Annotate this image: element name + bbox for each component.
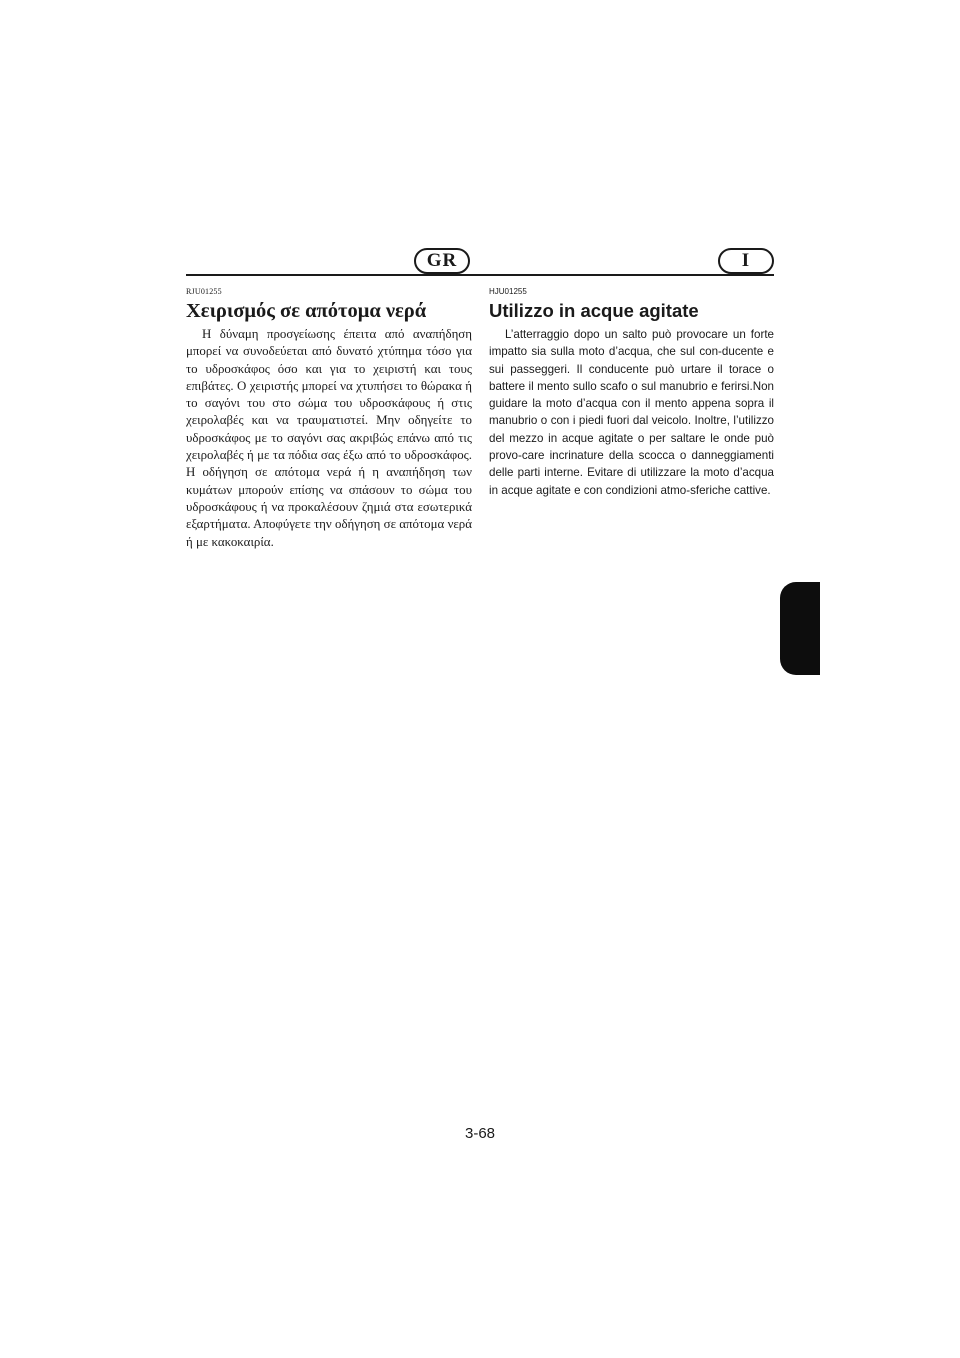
- section-title-gr: Χειρισμός σε απότομα νερά: [186, 300, 427, 322]
- greek-column: [186, 287, 472, 551]
- section-code-gr: RJU01255: [186, 287, 222, 296]
- section-title-it: Utilizzo in acque agitate: [489, 300, 699, 321]
- page-number: 3-68: [464, 1125, 496, 1142]
- section-body-it: L’atterraggio dopo un salto può provocare un forte impatto sia sulla moto d’acqua, che sul con-ducente e sui passeggeri. Il conducente può urtare il torace o battere il mento sullo scafo o sul manubrio e ferirsi.Non guidare la moto d’acqua con il mento appena sopra il manubrio o con i piedi fuori dal veicolo. Inoltre, l’utilizzo del mezzo in acque agitate o per saltare le onde può provo-care incrinature della scocca o danneggiamenti delle parti interne. Evitare di utilizzare la moto d’acqua in acque agitate e con condizioni atmo-sferiche cattive.: [489, 328, 774, 497]
- chapter-side-tab: [780, 582, 820, 675]
- section-body-gr: Η δύναμη προσγείωσης έπειτα από αναπήδηση μπορεί να συνοδεύεται από δυνατό χτύπημα τόσο για το υδροσκάφος όσο και για το χειριστή και τους επιβάτες. Ο χειριστής μπορεί να χτυπήσει το θώρακα ή το σαγόνι του στο σώμα του υδροσκάφους ή στις χειρολαβές και να τραυματιστεί. Μην οδηγείτε το υδροσκάφος με το σαγόνι σας ακριβώς επάνω από τις χειρολαβές ή με τα πόδια σας έξω από το υδροσκάφος. Η οδήγηση σε απότομα νερά ή η αναπήδηση των κυμάτων μπορούν επίσης να σπάσουν το σώμα του υδροσκάφους ή να προκαλέσουν ζημιά στα εσωτερικά εξαρτήματα. Αποφύγετε την οδήγηση σε απότομα νερά ή με κακοκαιρία.: [186, 327, 472, 549]
- italian-column: [489, 287, 774, 499]
- language-badge-i: I: [718, 248, 774, 274]
- header-rule: [186, 274, 774, 276]
- section-code-it: HJU01255: [489, 287, 527, 296]
- language-badge-gr: GR: [414, 248, 470, 274]
